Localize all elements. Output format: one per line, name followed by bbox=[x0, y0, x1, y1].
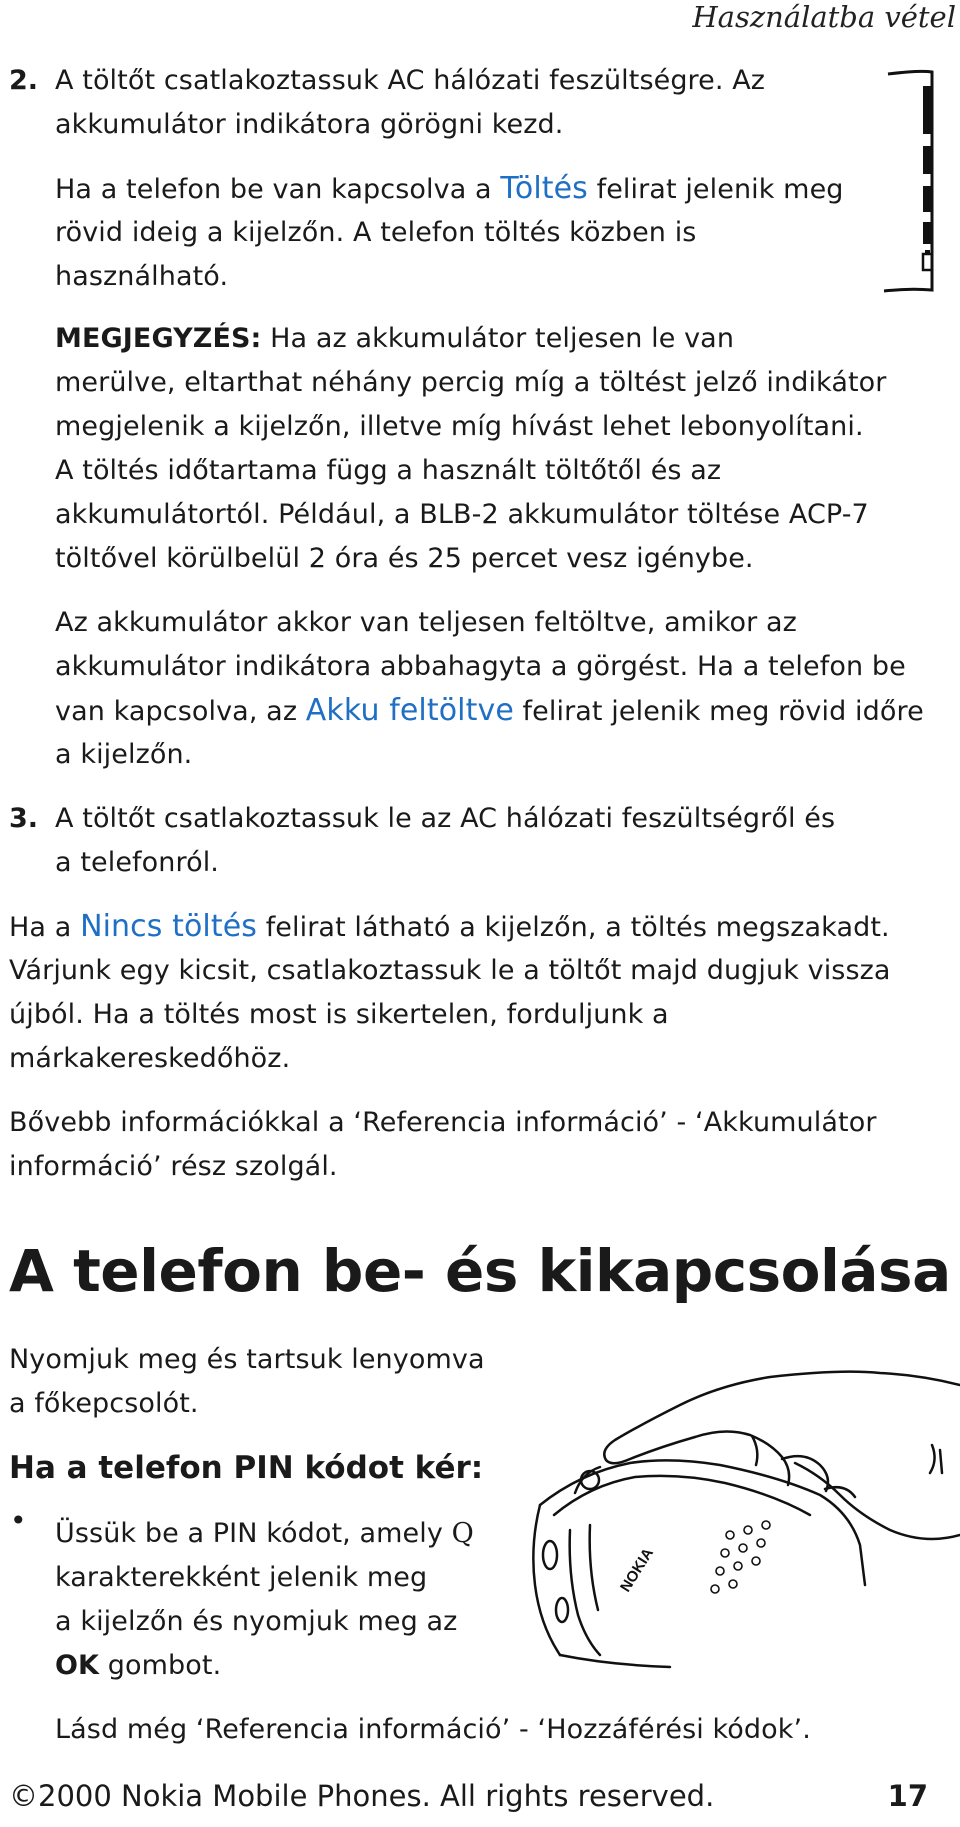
step3-line: A töltőt csatlakoztassuk le az AC hálózati feszültségről és bbox=[55, 803, 836, 834]
note-line: A töltés időtartama függ a használt töltőtől és az bbox=[55, 455, 722, 486]
full-line: a kijelzőn. bbox=[55, 739, 193, 770]
display-text-tolt: Töltés bbox=[500, 171, 588, 206]
more-info-line: információ’ rész szolgál. bbox=[9, 1151, 338, 1182]
battery-bar-icon bbox=[923, 86, 932, 134]
more-info-line: Bővebb információkkal a ‘Referencia információ’ - ‘Akkumulátor bbox=[9, 1107, 877, 1138]
text: felirat jelenik meg rövid időre bbox=[513, 696, 924, 727]
running-header: Használatba vétel bbox=[692, 0, 956, 34]
step-number: 3. bbox=[9, 803, 39, 834]
text: Ha a bbox=[9, 912, 81, 943]
bullet-line bbox=[55, 1644, 221, 1688]
footer-copyright: ©2000 Nokia Mobile Phones. All rights reserved. bbox=[9, 1779, 715, 1813]
display-text-nincs: Nincs töltés bbox=[80, 909, 258, 944]
finger-icon bbox=[695, 1431, 789, 1485]
charging-paragraph bbox=[55, 167, 844, 212]
intro-line: a főkepcsolót. bbox=[9, 1388, 199, 1419]
note-line: töltővel körülbelül 2 óra és 25 percet vesz igénybe. bbox=[55, 543, 754, 574]
see-also-line: Lásd még ‘Referencia információ’ - ‘Hozzáférési kódok’. bbox=[55, 1714, 811, 1745]
battery-bar-icon bbox=[923, 186, 932, 212]
note-line bbox=[55, 317, 734, 361]
note-line: merülve, eltarthat néhány percig míg a töltést jelző indikátor bbox=[55, 367, 887, 398]
no-charge-line: újból. Ha a töltés most is sikertelen, forduljunk a bbox=[9, 999, 669, 1030]
phone-brand-logo: NOKIA bbox=[616, 1545, 658, 1596]
bullet-line bbox=[55, 1512, 474, 1556]
text: van kapcsolva, az bbox=[55, 696, 306, 727]
no-charge-line bbox=[9, 905, 890, 950]
step-number: 2. bbox=[9, 65, 39, 96]
bullet-icon: • bbox=[10, 1504, 27, 1537]
no-charge-line: márkakereskedőhöz. bbox=[9, 1043, 291, 1074]
note-line: akkumulátortól. Például, a BLB-2 akkumulátor töltése ACP-7 bbox=[55, 499, 869, 530]
bullet-line: a kijelzőn és nyomjuk meg az bbox=[55, 1606, 458, 1637]
battery-bar-icon bbox=[923, 146, 932, 174]
step3-line: a telefonról. bbox=[55, 847, 219, 878]
text: gombot. bbox=[99, 1650, 222, 1681]
pin-glyph: Q bbox=[451, 1518, 474, 1549]
ok-key: OK bbox=[55, 1650, 100, 1681]
page-number: 17 bbox=[887, 1779, 928, 1813]
full-line: Az akkumulátor akkor van teljesen feltöltve, amikor az bbox=[55, 607, 797, 638]
display-text-akku: Akku feltöltve bbox=[305, 693, 514, 728]
full-line: akkumulátor indikátora abbahagyta a görgést. Ha a telefon be bbox=[55, 651, 906, 682]
no-charge-line: Várjunk egy kicsit, csatlakoztassuk le a töltőt majd dugjuk vissza bbox=[9, 955, 891, 986]
text: Üssük be a PIN kódot, amely bbox=[55, 1518, 443, 1549]
text: Ha a telefon be van kapcsolva a bbox=[55, 174, 501, 205]
battery-indicator-illustration bbox=[880, 62, 960, 296]
intro-line: Nyomjuk meg és tartsuk lenyomva bbox=[9, 1344, 485, 1375]
hand-pressing-power-key-illustration bbox=[520, 1355, 960, 1685]
section-title: A telefon be- és kikapcsolása bbox=[9, 1237, 951, 1305]
step2-line: akkumulátor indikátora görögni kezd. bbox=[55, 109, 564, 140]
battery-bar-icon bbox=[923, 222, 932, 244]
note-line: megjelenik a kijelzőn, illetve míg hívást lehet lebonyolítani. bbox=[55, 411, 864, 442]
charging-line: használható. bbox=[55, 261, 229, 292]
text: felirat jelenik meg bbox=[587, 174, 844, 205]
subheading: Ha a telefon PIN kódot kér: bbox=[9, 1450, 484, 1486]
text: Ha az akkumulátor teljesen le van bbox=[261, 323, 735, 354]
note-label: MEGJEGYZÉS: bbox=[55, 323, 262, 354]
charging-line: rövid ideig a kijelzőn. A telefon töltés közben is bbox=[55, 217, 697, 248]
step2-line: A töltőt csatlakoztassuk AC hálózati feszültségre. Az bbox=[55, 65, 766, 96]
text: felirat látható a kijelzőn, a töltés megszakadt. bbox=[257, 912, 890, 943]
full-line bbox=[55, 689, 924, 734]
bullet-line: karakterekként jelenik meg bbox=[55, 1562, 428, 1593]
